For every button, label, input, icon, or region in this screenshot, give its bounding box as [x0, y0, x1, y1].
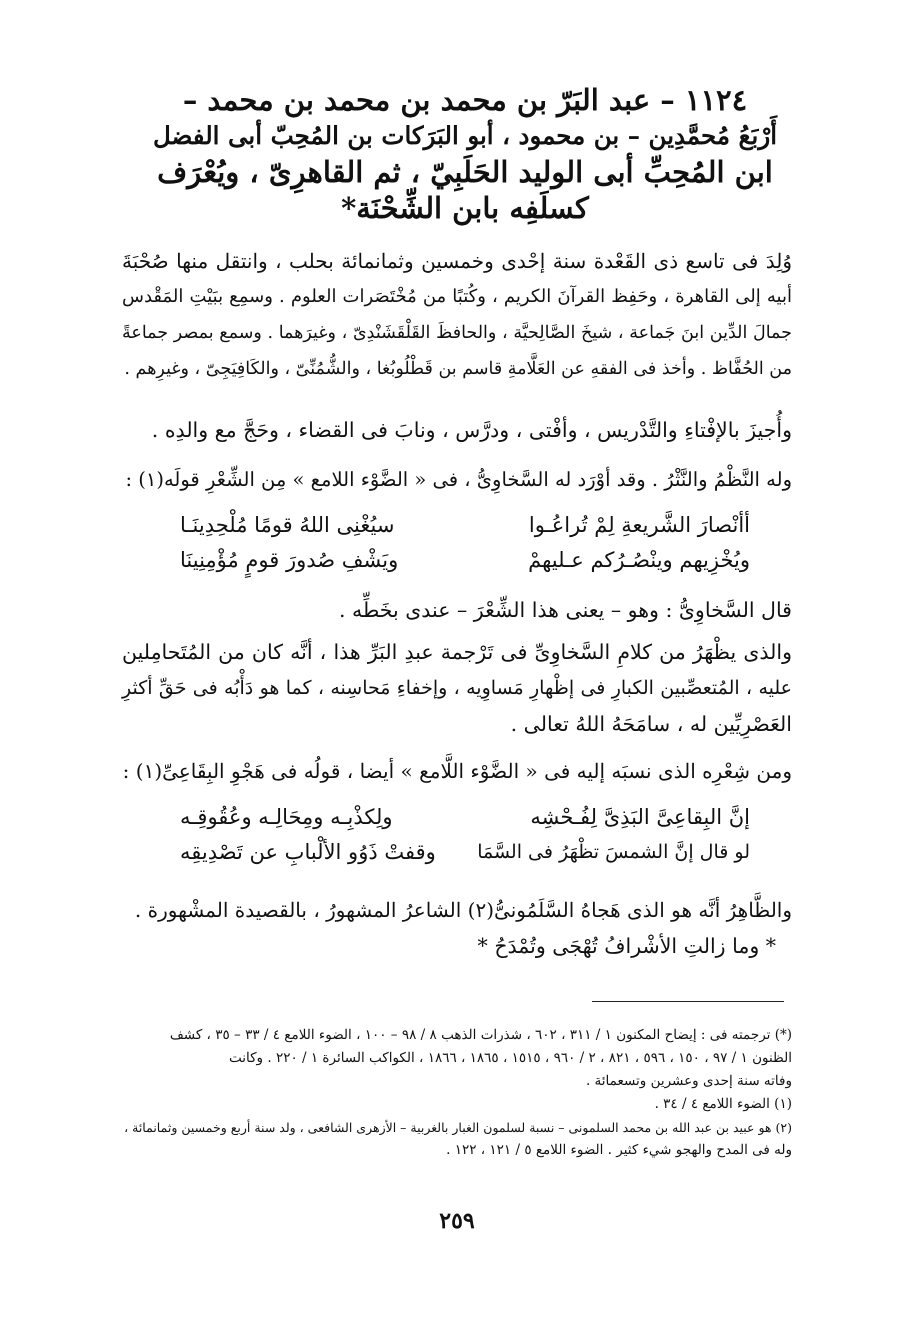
first-hemistich: ويُخْزِيهم وينْصُـرُكم عـليهمْ	[528, 548, 750, 572]
text-line: من الحُفَّاظ . وأخذ فى الفقهِ عن العَلَّامةِ قاسم بن قَطْلُوبُغا ، والشُّمُنِّىّ ، والكَافِيَجِىّ ، وغيرِهم .	[124, 359, 792, 379]
paragraph-sakhawi-note	[122, 592, 792, 628]
first-hemistich: أأنْصارَ الشَّريعةِ لِمْ تُراعُـوا	[528, 513, 750, 537]
footnotes	[122, 1024, 792, 1162]
entry-heading	[150, 82, 780, 226]
poem-2	[180, 800, 750, 870]
second-hemistich: ولِكذْبِـه ومِحَالِـه وعُقُوقِـه	[180, 805, 393, 829]
text-line: والظَّاهِرُ أنَّه هو الذى هَجاهُ السَّلَمُونىُّ(٢) الشاعرُ المشهورُ ، بالقصيدة المشْهورة .	[134, 898, 792, 922]
quoted-verse: * وما زالتِ الأشْرافُ تُهْجَى وتُمْدَحُ *	[477, 934, 776, 958]
footnote-line: (٢) هو عبيد بن عبد الله بن محمد السلمونى – نسبة لسلمون الغبار بالغربية – الأزهرى الشافعى ، ولد سنة أربع وخمسين وثمانمائة ،	[124, 1120, 792, 1135]
second-hemistich: سيُغْنِى اللهُ قومًا مُلْحِدِينَـا	[180, 513, 395, 537]
first-hemistich: لو قال إنَّ الشمسَ تظْهَرُ فى السَّمَا	[477, 841, 750, 863]
text-line: العَصْرِيِّين له ، سامَحَهُ اللهُ تعالى .	[510, 712, 792, 736]
verse-line	[180, 800, 750, 835]
footnote-line: الظنون ١ / ٩٧ ، ١٥٠ ، ٥٩٦ ، ٨٢١ ، ٢ / ٩٦٠ ، ١٥١٥ ، ١٨٦٥ ، ١٨٦٦ ، الكواكب السائرة ١ / ٢٢٠ . وكانت	[229, 1050, 792, 1066]
paragraph-satire-intro	[122, 753, 792, 789]
text-line: وُلِدَ فى تاسع ذى القَعْدة سنة إحْدى وخمسين وثمانمائة بحلب ، وانتقل منها صُحْبَةَ	[122, 249, 792, 273]
heading-line: ١١٢٤ – عبد البَرّ بن محمد بن محمد بن محمد –	[182, 83, 748, 117]
footnote-line: (*) ترجمته فى : إيضاح المكنون ١ / ٣١١ ، ٦٠٢ ، شذرات الذهب ٨ / ٩٨ – ١٠٠ ، الضوء اللامع ٤ / ٣٣ – ٣٥ ، كشف	[169, 1027, 792, 1043]
footnote-line: (١) الضوء اللامع ٤ / ٣٤ .	[654, 1096, 792, 1112]
heading-line: ابن المُحِبِّ أبى الوليد الحَلَبِيّ ، ثم القاهرِىّ ، ويُعْرَف	[157, 155, 773, 189]
text-line: قال السَّخاوِىُّ : وهو – يعنى هذا الشِّعْرَ – عندى بخَطِّه .	[338, 598, 792, 622]
second-hemistich: وقفتْ ذَوُو الألْبابِ عن تَصْدِيقِه	[180, 840, 436, 864]
verse-line	[180, 543, 750, 578]
paragraph-ijaza	[122, 412, 792, 448]
verse-line	[180, 835, 750, 870]
page-number: ٢٥٩	[439, 1208, 475, 1234]
footnote-line: وله فى المدح والهجو شيء كثير . الضوء اللامع ٥ / ١٢١ ، ١٢٢ .	[446, 1142, 792, 1158]
text-line: ومن شِعْرِه الذى نسبَه إليه فى « الضَّوْء اللَّامع » أيضا ، قولُه فى هَجْوِ البِقَاعِىِّ(١) :	[122, 759, 792, 783]
text-line: عليه ، المُتعصِّبين الكبارِ فى إظْهارِ مَساوِيه ، وإخفاءِ مَحاسِنه ، كما هو دَأْبُه فى حَقِّ أكثرِ	[122, 677, 792, 699]
paragraph-birth-and-study	[122, 243, 792, 387]
first-hemistich: إنَّ البِقاعِىَّ البَذِىَّ لِفُـحْشِه	[530, 805, 750, 829]
second-hemistich: ويَشْفِ صُدورَ قومٍ مُؤْمِنِينَا	[180, 548, 399, 572]
text-line: والذى يظْهَرُ من كلامِ السَّخاوِىِّ فى تَرْجمة عبدِ البَرِّ هذا ، أنَّه كان من المُتَحامِلين	[122, 640, 792, 664]
poem-1	[180, 508, 750, 578]
footnote-separator	[592, 1001, 784, 1002]
paragraph-salamuni	[122, 892, 792, 964]
paragraph-commentary	[122, 634, 792, 742]
heading-line: كسلَفِه بابن الشِّحْنَة*	[341, 191, 589, 225]
paragraph-poetry-intro	[122, 462, 792, 498]
text-line: وله النَّظْمُ والنَّثْرُ . وقد أوْرَد له السَّخاوِىُّ ، فى « الضَّوْء اللامع » مِن الشِّعْرِ قولَه(١) :	[125, 468, 792, 491]
text-line: جمالَ الدِّين ابنَ جَماعة ، شيخَ الصَّالِحيَّة ، والحافظَ القَلْقَشَنْدِىّ ، وغيرَهما . وسمع بمصر جماعةً	[122, 323, 792, 343]
heading-line: أَرْبَعُ مُحمَّدِين – بن محمود ، أبو البَرَكات بن المُحِبّ أبى الفضل	[153, 121, 777, 150]
footnote-line: وفاته سنة إحدى وعشرين وتسعمائة .	[585, 1073, 792, 1089]
verse-line	[180, 508, 750, 543]
text-line: وأُجيزَ بالإفْتاءِ والتَّدْريس ، وأفْتى ، ودرَّس ، ونابَ فى القضاء ، وحَجَّ مع والدِه .	[151, 418, 792, 442]
text-line: أبيه إلى القاهرة ، وحَفِظ القرآنَ الكريم ، وكُتبًا من مُخْتَصَرات العلوم . وسمِع ببَيْتِ المَقْدس	[122, 286, 792, 307]
